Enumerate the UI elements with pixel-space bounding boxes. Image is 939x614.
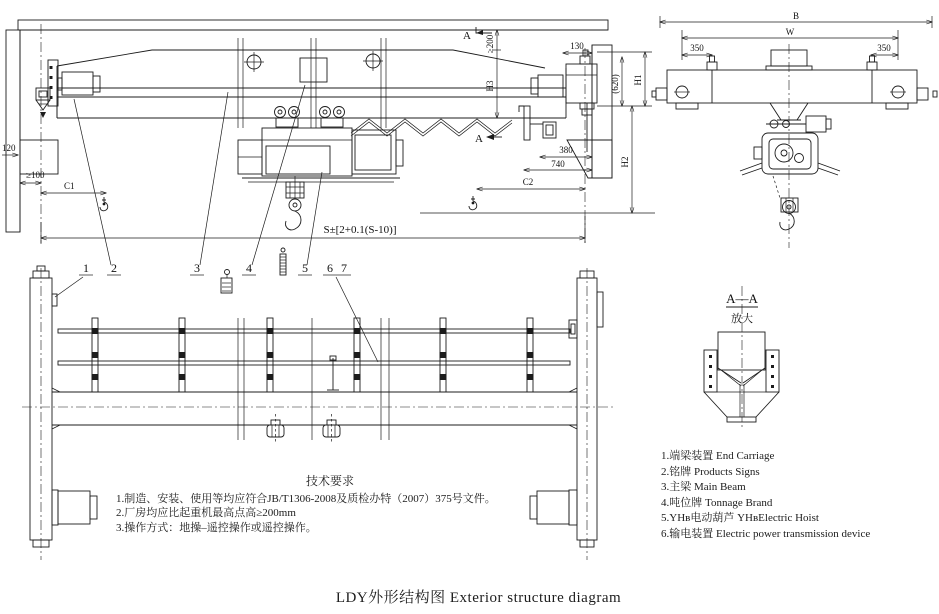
hook-limit-right-icon (469, 196, 477, 210)
legend-item: 2.铭牌 Products Signs (661, 465, 760, 478)
end-carriage-cross (652, 50, 937, 109)
part-label-5: 5 (302, 261, 308, 275)
parts-legend (661, 449, 931, 542)
dim-ge100-label: ≥100 (26, 170, 45, 180)
electric-hoist (238, 107, 403, 230)
technical-requirements (116, 474, 544, 535)
section-aa-view (704, 286, 779, 428)
left-corbel (20, 140, 58, 174)
technical-requirements-heading: 技术要求 (305, 474, 354, 488)
legend-item: 5.YHʙ电动葫芦 YHʙElectric Hoist (661, 512, 819, 524)
end-view (652, 11, 937, 248)
elevation-view (2, 20, 655, 244)
legend-item: 3.主梁 Main Beam (661, 481, 746, 493)
ceiling-hatch (18, 20, 608, 30)
technical-requirement-item: 3.操作方式：地操–遥控操作或遥控操作。 (116, 521, 317, 534)
legend-item: 1.端梁装置 End Carriage (661, 450, 775, 462)
dim-740-label: 740 (551, 159, 565, 169)
dim-120-label: 120 (2, 143, 16, 153)
festoon-cable (351, 119, 512, 133)
dim-h3-label: H3 (485, 80, 495, 92)
hook-limit-left-icon (100, 197, 108, 211)
cross-travel-motor (806, 116, 826, 132)
dim-ge200-label: ≥200 (485, 34, 495, 54)
legend-item: 4.吨位牌 Tonnage Brand (661, 496, 773, 509)
part-label-7: 7 (341, 261, 347, 275)
part-label-6: 6 (327, 261, 333, 275)
dim-c1-label: C1 (64, 181, 75, 191)
rope-drum (266, 146, 330, 174)
section-aa-title: A—A (726, 291, 758, 306)
plan-motor-left (58, 491, 90, 524)
dim-130-label: 130 (570, 41, 584, 51)
section-mark-top-label: A (463, 30, 471, 42)
section-mark-bottom-label: A (475, 133, 483, 145)
part-label-4: 4 (246, 261, 252, 275)
travel-motor-left (62, 72, 93, 95)
plan-left-end-carriage (30, 266, 97, 547)
dim-h2-label: H2 (620, 156, 630, 168)
hook-cross (780, 213, 794, 230)
dim-c2-label: C2 (522, 177, 534, 187)
right-wall-hatch (592, 45, 612, 178)
technical-requirement-item: 1.制造、安装、使用等均应符合JB/T1306-2008及质检办特（2007）375号文件。 (116, 492, 496, 505)
part-label-3: 3 (194, 261, 200, 275)
dim-h1-label: H1 (633, 74, 643, 86)
elevation-dimensions (2, 30, 655, 243)
travel-motor-right (538, 75, 563, 97)
tonnage-plate-item (221, 270, 232, 294)
drawing-title: LDY外形结构图 Exterior structure diagram (335, 590, 622, 606)
dim-span-label: S±[2+0.1(S-10)] (323, 224, 397, 236)
dim-380-label: 380 (559, 145, 573, 155)
left-end-truck (36, 60, 100, 118)
right-end-truck (531, 50, 597, 152)
section-aa-subtitle: 放大 (731, 313, 753, 325)
hoist-cross (740, 103, 840, 230)
bridge-panel-box (300, 58, 327, 82)
technical-requirement-item: 2.厂房均应比起重机最高点高≥200mm (116, 507, 296, 520)
plan-main-beam (52, 318, 577, 440)
hoist-hook (286, 211, 301, 230)
dim-350l-label: 350 (690, 43, 704, 53)
dim-350r-label: 350 (877, 43, 891, 53)
dim-620-label: (620) (610, 74, 620, 94)
part-label-1: 1 (83, 261, 89, 275)
dim-b-label: B (792, 11, 800, 21)
power-feed-device (519, 106, 556, 140)
chain-item (280, 248, 286, 275)
hoist-motor (355, 135, 391, 170)
left-wall-hatch (6, 30, 20, 232)
section-mark-bottom (475, 133, 502, 145)
dim-w-label: W (785, 27, 795, 37)
legend-item: 6.输电装置 Electric power transmission device (661, 527, 871, 540)
plan-hanging-motors (267, 414, 340, 443)
part-label-2: 2 (111, 261, 117, 275)
right-corbel (567, 140, 612, 178)
